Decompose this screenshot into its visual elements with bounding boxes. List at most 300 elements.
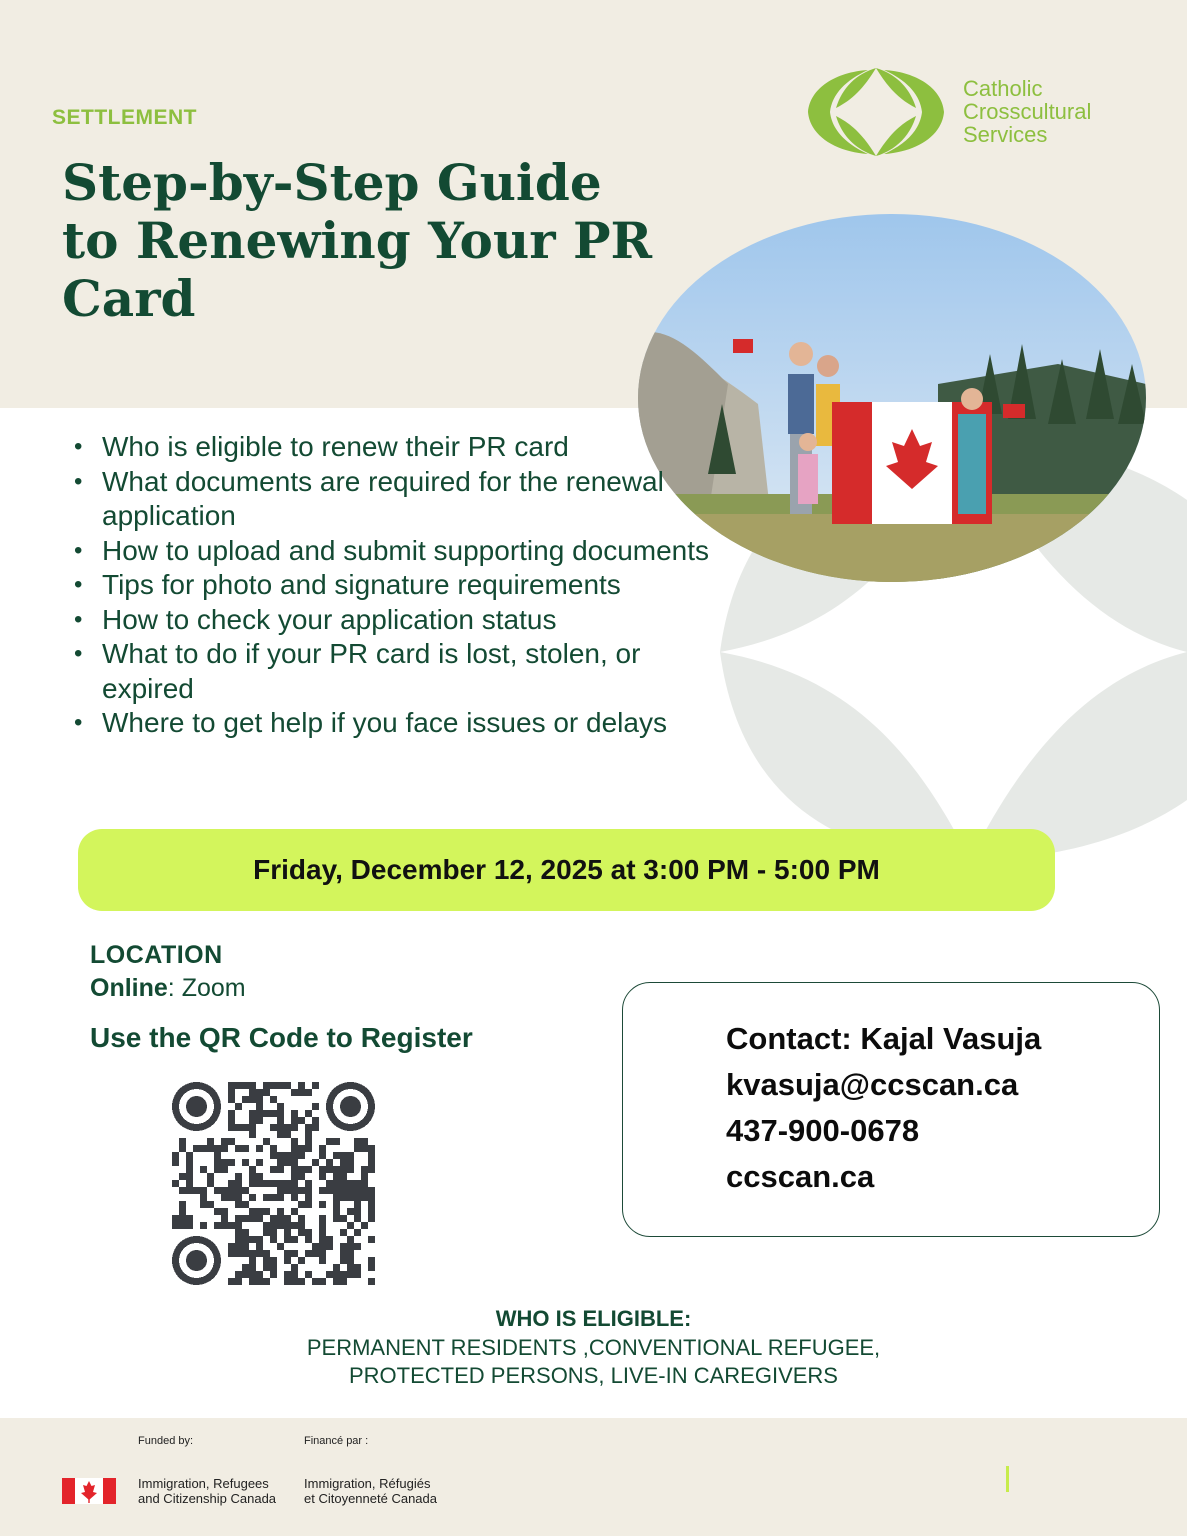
qr-module [347,1194,354,1201]
qr-module [298,1173,305,1180]
qr-module [347,1271,354,1278]
qr-module [221,1194,228,1201]
qr-module [228,1243,235,1250]
qr-module [368,1215,375,1222]
qr-module [221,1222,228,1229]
qr-module [340,1278,347,1285]
qr-module [270,1110,277,1117]
qr-module [186,1180,193,1187]
qr-module [333,1152,340,1159]
qr-module [172,1180,179,1187]
qr-module [368,1159,375,1166]
qr-module [368,1236,375,1243]
qr-module [291,1089,298,1096]
qr-module [235,1145,242,1152]
contact-phone[interactable]: 437-900-0678 [726,1113,920,1148]
qr-module [284,1278,291,1285]
qr-module [333,1278,340,1285]
qr-module [347,1236,354,1243]
qr-module [368,1194,375,1201]
qr-module [368,1152,375,1159]
contact-card [622,982,1160,1237]
qr-module [368,1145,375,1152]
qr-module [305,1271,312,1278]
qr-module [291,1264,298,1271]
qr-module [312,1124,319,1131]
qr-module [214,1166,221,1173]
qr-module [333,1271,340,1278]
qr-module [179,1215,186,1222]
qr-module [347,1243,354,1250]
qr-module [249,1236,256,1243]
department-name-en [138,1476,276,1506]
qr-module [305,1229,312,1236]
qr-module [235,1236,242,1243]
contact-email[interactable]: kvasuja@ccscan.ca [726,1067,1019,1102]
qr-module [172,1152,179,1159]
qr-module [270,1257,277,1264]
qr-module [326,1187,333,1194]
qr-module [340,1257,347,1264]
qr-module [291,1152,298,1159]
qr-module [347,1222,354,1229]
qr-module [333,1166,340,1173]
qr-module [291,1250,298,1257]
qr-module [270,1271,277,1278]
qr-module [179,1187,186,1194]
qr-module [235,1229,242,1236]
qr-module [186,1159,193,1166]
ccs-logo-icon [806,66,946,158]
qr-module [319,1222,326,1229]
qr-module [298,1082,305,1089]
qr-module [277,1208,284,1215]
list-item: • How to upload and submit supporting documents [72,534,722,569]
qr-module [242,1201,249,1208]
qr-module [235,1103,242,1110]
department-name-fr [304,1476,437,1506]
qr-module [291,1187,298,1194]
qr-module [277,1243,284,1250]
qr-module [305,1236,312,1243]
qr-module [319,1250,326,1257]
qr-module [347,1257,354,1264]
qr-module [221,1166,228,1173]
qr-module [207,1201,214,1208]
qr-module [333,1215,340,1222]
qr-module [235,1215,242,1222]
qr-module [249,1131,256,1138]
qr-module [256,1117,263,1124]
qr-module [235,1187,242,1194]
qr-module [284,1082,291,1089]
qr-module [284,1187,291,1194]
qr-module [179,1138,186,1145]
qr-module [242,1096,249,1103]
qr-module [270,1222,277,1229]
qr-module [361,1180,368,1187]
qr-module [193,1145,200,1152]
qr-module [263,1180,270,1187]
qr-module [242,1250,249,1257]
register-label: Use the QR Code to Register [90,1022,473,1053]
qr-module [277,1110,284,1117]
qr-module [228,1138,235,1145]
registration-qr-code[interactable] [172,1082,375,1285]
qr-module [361,1166,368,1173]
qr-module [340,1159,347,1166]
qr-module [368,1166,375,1173]
qr-module [235,1243,242,1250]
qr-module [249,1208,256,1215]
qr-module [347,1208,354,1215]
qr-module [263,1138,270,1145]
qr-module [305,1131,312,1138]
qr-module [256,1278,263,1285]
qr-module [270,1264,277,1271]
qr-module [249,1264,256,1271]
canada-flag-icon [62,1478,116,1504]
qr-module [249,1278,256,1285]
qr-module [179,1173,186,1180]
qr-module [186,1166,193,1173]
qr-module [249,1110,256,1117]
qr-module [305,1124,312,1131]
qr-module [333,1138,340,1145]
qr-module [221,1208,228,1215]
qr-module [256,1159,263,1166]
qr-module [305,1250,312,1257]
location-mode: Online [90,974,168,1002]
qr-module [298,1201,305,1208]
qr-module [207,1145,214,1152]
qr-module [200,1194,207,1201]
qr-module [256,1180,263,1187]
qr-module [291,1110,298,1117]
qr-module [235,1250,242,1257]
qr-module [340,1215,347,1222]
qr-module [249,1180,256,1187]
qr-module [256,1103,263,1110]
qr-module [354,1145,361,1152]
qr-module [326,1166,333,1173]
qr-module [214,1152,221,1159]
qr-module [291,1236,298,1243]
qr-module [270,1229,277,1236]
qr-module [263,1229,270,1236]
qr-module [277,1166,284,1173]
qr-module [333,1264,340,1271]
finance-par-label: Financé par : [304,1435,369,1447]
qr-module [207,1173,214,1180]
event-datetime: Friday, December 12, 2025 at 3:00 PM - 5:00 PM [253,854,880,885]
qr-module [298,1229,305,1236]
qr-module [340,1173,347,1180]
qr-module [263,1089,270,1096]
qr-module [305,1138,312,1145]
list-item: • Where to get help if you face issues or delays [72,706,722,741]
qr-module [347,1152,354,1159]
eligibility-title: WHO IS ELIGIBLE: [495,1306,692,1331]
qr-module [214,1187,221,1194]
qr-module [333,1201,340,1208]
qr-module [228,1124,235,1131]
qr-module [263,1222,270,1229]
qr-module [319,1145,326,1152]
qr-module [214,1222,221,1229]
qr-module [312,1103,319,1110]
qr-module [305,1187,312,1194]
qr-module [249,1215,256,1222]
qr-module [228,1159,235,1166]
qr-module [291,1278,298,1285]
qr-module [235,1201,242,1208]
qr-module [228,1180,235,1187]
qr-module [249,1194,256,1201]
qr-module [242,1215,249,1222]
qr-module [256,1089,263,1096]
qr-module [354,1201,361,1208]
qr-module [270,1166,277,1173]
qr-module [319,1257,326,1264]
qr-module [270,1180,277,1187]
qr-module [186,1222,193,1229]
qr-module [270,1124,277,1131]
qr-module [291,1138,298,1145]
qr-module [228,1278,235,1285]
qr-module [200,1187,207,1194]
qr-module [228,1110,235,1117]
qr-module [305,1201,312,1208]
qr-module [193,1187,200,1194]
qr-module [291,1124,298,1131]
qr-module [270,1096,277,1103]
qr-module [319,1173,326,1180]
qr-module [347,1264,354,1271]
qr-module [186,1152,193,1159]
qr-module [291,1159,298,1166]
qr-module [298,1278,305,1285]
qr-module [263,1208,270,1215]
qr-module [221,1187,228,1194]
accent-marker [1006,1466,1009,1492]
qr-module [249,1173,256,1180]
qr-module [263,1250,270,1257]
qr-module [291,1173,298,1180]
qr-module [172,1159,179,1166]
qr-module [284,1124,291,1131]
qr-module [333,1173,340,1180]
qr-module [298,1215,305,1222]
qr-module [235,1173,242,1180]
qr-module [277,1222,284,1229]
qr-module [298,1187,305,1194]
page-title: Step-by-Step Guide to Renewing Your PR Card [62,153,653,328]
qr-module [256,1173,263,1180]
qr-module [186,1215,193,1222]
qr-module [270,1152,277,1159]
qr-module [270,1236,277,1243]
qr-module [361,1194,368,1201]
qr-module [347,1187,354,1194]
qr-module [249,1271,256,1278]
qr-module [228,1096,235,1103]
qr-module [319,1215,326,1222]
qr-module [256,1215,263,1222]
qr-module [284,1215,291,1222]
qr-module [256,1208,263,1215]
qr-module [277,1159,284,1166]
qr-module [242,1271,249,1278]
qr-module [319,1236,326,1243]
qr-module [305,1166,312,1173]
qr-module [263,1194,270,1201]
qr-module [242,1187,249,1194]
qr-module [186,1173,193,1180]
qr-module [326,1236,333,1243]
qr-module [291,1194,298,1201]
qr-module [354,1138,361,1145]
qr-module [235,1194,242,1201]
qr-module [312,1082,319,1089]
qr-module [284,1229,291,1236]
qr-module [221,1159,228,1166]
qr-module [277,1082,284,1089]
qr-module [249,1096,256,1103]
qr-module [319,1187,326,1194]
qr-module [277,1194,284,1201]
qr-module [312,1159,319,1166]
qr-module [368,1208,375,1215]
qr-module [291,1271,298,1278]
qr-module [270,1082,277,1089]
qr-module [242,1236,249,1243]
qr-module [263,1264,270,1271]
qr-module [256,1271,263,1278]
contact-website[interactable]: ccscan.ca [726,1159,875,1194]
qr-module [361,1145,368,1152]
qr-module [179,1208,186,1215]
qr-module [200,1222,207,1229]
qr-module [284,1222,291,1229]
qr-module [298,1152,305,1159]
qr-module [214,1208,221,1215]
qr-module [347,1159,354,1166]
qr-module [284,1131,291,1138]
qr-module [340,1250,347,1257]
qr-module [333,1194,340,1201]
qr-module [354,1229,361,1236]
qr-module [256,1145,263,1152]
qr-module [242,1082,249,1089]
qr-module [291,1117,298,1124]
qr-module [354,1208,361,1215]
qr-module [256,1236,263,1243]
qr-module [319,1243,326,1250]
list-item: • Tips for photo and signature requirements [72,568,722,603]
qr-module [249,1089,256,1096]
qr-module [368,1264,375,1271]
qr-module [312,1250,319,1257]
qr-module [277,1124,284,1131]
location-platform: : Zoom [167,974,246,1002]
qr-module [277,1152,284,1159]
qr-module [228,1250,235,1257]
location-value [90,974,246,1003]
qr-module [249,1082,256,1089]
qr-module [263,1278,270,1285]
qr-module [354,1180,361,1187]
qr-module [333,1208,340,1215]
qr-module [277,1180,284,1187]
qr-module [298,1145,305,1152]
qr-module [221,1215,228,1222]
contact-name: Contact: Kajal Vasuja [726,1021,1042,1056]
qr-module [326,1138,333,1145]
qr-module [340,1166,347,1173]
qr-module [235,1278,242,1285]
qr-module [319,1278,326,1285]
list-item: • Who is eligible to renew their PR card [72,430,722,465]
qr-module [340,1243,347,1250]
qr-module [347,1166,354,1173]
qr-module [340,1271,347,1278]
qr-module [179,1222,186,1229]
dept-line: and Citizenship Canada [138,1491,277,1506]
qr-module [354,1271,361,1278]
qr-module [270,1215,277,1222]
qr-module [312,1243,319,1250]
qr-module [305,1145,312,1152]
qr-module [298,1257,305,1264]
qr-module [284,1250,291,1257]
eligibility-line: PERMANENT RESIDENTS ,CONVENTIONAL REFUGEE, [306,1335,881,1360]
qr-module [284,1180,291,1187]
qr-module [200,1201,207,1208]
qr-module [263,1110,270,1117]
qr-module [249,1250,256,1257]
qr-module [256,1250,263,1257]
qr-module [242,1145,249,1152]
qr-module [200,1166,207,1173]
qr-module [340,1187,347,1194]
qr-module [333,1180,340,1187]
qr-module [354,1264,361,1271]
qr-module [368,1257,375,1264]
qr-module [228,1089,235,1096]
qr-module [228,1117,235,1124]
qr-module [368,1187,375,1194]
qr-module [326,1243,333,1250]
qr-module [312,1117,319,1124]
qr-module [340,1229,347,1236]
qr-module [277,1103,284,1110]
qr-module [179,1201,186,1208]
qr-module [305,1110,312,1117]
qr-module [242,1159,249,1166]
qr-module [235,1222,242,1229]
qr-module [277,1187,284,1194]
logo-line: Services [963,122,1048,147]
qr-module [207,1180,214,1187]
qr-module [284,1257,291,1264]
qr-module [235,1124,242,1131]
qr-module [256,1096,263,1103]
qr-module [326,1159,333,1166]
qr-module [291,1180,298,1187]
qr-module [298,1117,305,1124]
qr-module [277,1215,284,1222]
